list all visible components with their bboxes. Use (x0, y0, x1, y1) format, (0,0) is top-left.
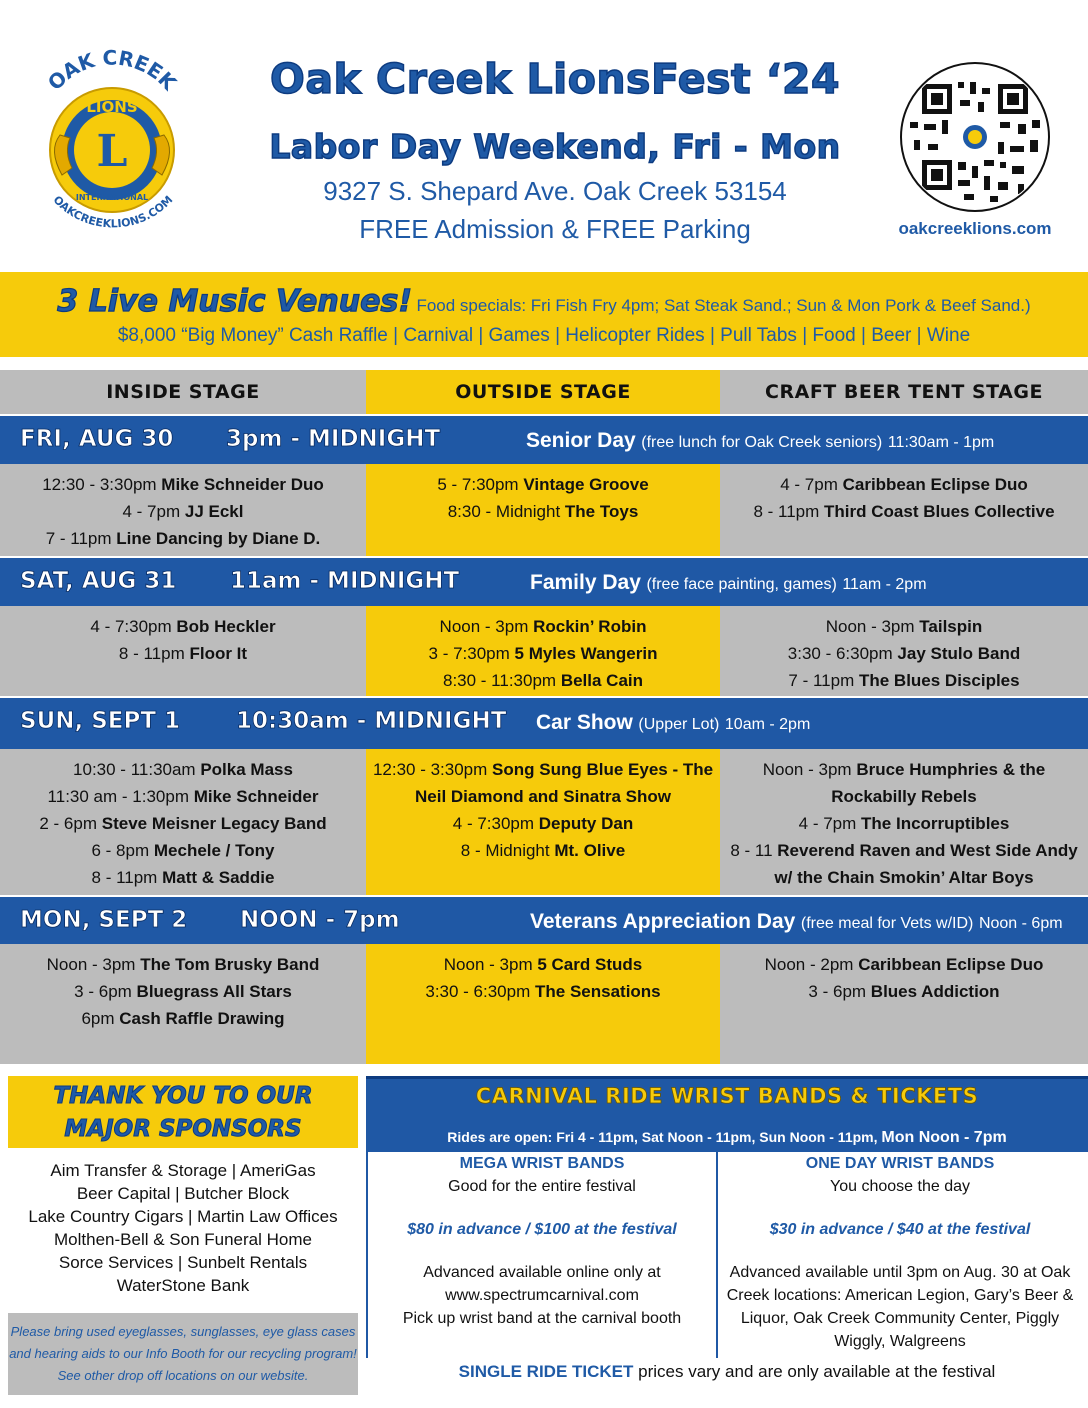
stage-header-outside: OUTSIDE STAGE (366, 370, 720, 414)
slot-act: Caribbean Eclipse Duo (842, 475, 1028, 494)
carnival-hours-prefix: Rides are open: Fri 4 - 11pm, Sat Noon - 11pm, Sun Noon - 11pm, (447, 1129, 878, 1145)
slot-act: Matt & Saddie (162, 868, 275, 887)
mega-band-column (372, 1152, 712, 1330)
slot-act: Steve Meisner Legacy Band (101, 814, 327, 833)
slot-time: 4 - 7:30pm (90, 617, 172, 636)
slot-act: 5 Myles Wangerin (514, 644, 658, 663)
schedule-slot (724, 978, 1084, 1005)
slot-time: 4 - 7pm (122, 502, 181, 521)
schedule-slot (724, 756, 1084, 810)
schedule-slot (4, 640, 362, 667)
sponsor-line: Sorce Services | Sunbelt Rentals (58, 1253, 308, 1272)
divider (716, 1152, 718, 1358)
carnival-section (366, 1076, 1088, 1408)
oneday-band-title: ONE DAY WRIST BANDS (805, 1155, 995, 1172)
slot-act: Line Dancing by Diane D. (116, 529, 321, 548)
oneday-band-column (720, 1152, 1080, 1353)
slot-act: Bruce Humphries & the Rockabilly Rebels (831, 760, 1046, 806)
slot-time: 3 - 6pm (808, 982, 867, 1001)
slot-act: Bella Cain (560, 671, 644, 690)
mega-band-price: $80 in advance / $100 at the festival (407, 1221, 677, 1238)
mega-band-url[interactable]: www.spectrumcarnival.com (445, 1287, 639, 1304)
schedule-cell-craft (720, 464, 1088, 556)
slot-act: Reverend Raven and West Side Andy w/ the Chain Smokin’ Altar Boys (774, 841, 1078, 887)
schedule-slot (4, 978, 362, 1005)
schedule-cell-outside (366, 944, 720, 1064)
day-hours: 10:30am - MIDNIGHT (236, 708, 507, 734)
slot-time: 7 - 11pm (45, 529, 112, 548)
slot-time: Noon - 3pm (46, 955, 136, 974)
schedule-slot (724, 810, 1084, 837)
schedule-slot (370, 810, 716, 837)
carnival-header (366, 1076, 1088, 1152)
recycle-note: Please bring used eyeglasses, sunglasses, eye glass cases and hearing aids to our Info Booth for our recycling program! See other drop off locations on our website. (8, 1313, 358, 1395)
day-event-name: Senior Day (526, 429, 636, 452)
schedule-slot (724, 667, 1084, 694)
schedule-slot (724, 498, 1084, 525)
slot-time: 4 - 7pm (780, 475, 838, 494)
admission-note: FREE Admission & FREE Parking (359, 214, 751, 244)
day-label: SUN, SEPT 1 (20, 708, 181, 734)
schedule-cell-outside (366, 464, 720, 556)
schedule-slot (724, 471, 1084, 498)
schedule-cell-inside (0, 606, 366, 696)
slot-time: Noon - 3pm (443, 955, 533, 974)
qr-code-icon[interactable] (900, 62, 1050, 212)
day-bar (0, 558, 1088, 606)
schedule-slot (4, 471, 362, 498)
day-event-name: Family Day (530, 571, 641, 594)
slot-act: Caribbean Eclipse Duo (858, 955, 1044, 974)
slot-act: JJ Eckl (184, 502, 244, 521)
slot-act: The Toys (564, 502, 639, 521)
schedule-slot (4, 837, 362, 864)
promo-activities: $8,000 “Big Money” Cash Raffle | Carnival | Games | Helicopter Rides | Pull Tabs | Food | Beer | Wine (117, 325, 971, 346)
sponsor-line: WaterStone Bank (116, 1276, 250, 1295)
slot-act: Jay Stulo Band (897, 644, 1021, 663)
schedule-cell-inside (0, 749, 366, 895)
schedule-slot (370, 756, 716, 810)
slot-time: 3 - 7:30pm (428, 644, 510, 663)
slot-act: Blues Addiction (870, 982, 1000, 1001)
schedule-slot (4, 498, 362, 525)
mega-band-advance: Advanced available online only at (423, 1264, 661, 1281)
schedule-slot (4, 951, 362, 978)
schedule-cell-craft (720, 749, 1088, 895)
mega-band-title: MEGA WRIST BANDS (459, 1155, 625, 1172)
page-title: Oak Creek LionsFest ‘24 (269, 55, 841, 103)
slot-act: The Tom Brusky Band (140, 955, 320, 974)
day-hours: NOON - 7pm (240, 907, 400, 933)
header (0, 0, 1088, 272)
promo-line-1 (0, 284, 1088, 319)
schedule-cell-craft (720, 606, 1088, 696)
schedule-slot (370, 640, 716, 667)
single-ride-label: SINGLE RIDE TICKET (458, 1362, 634, 1381)
slot-time: 8 - 11pm (753, 502, 820, 521)
day-event-time: Noon - 6pm (978, 915, 1063, 932)
slot-act: Mike Schneider Duo (161, 475, 324, 494)
sponsor-line: Beer Capital | Butcher Block (76, 1184, 290, 1203)
slot-act: Third Coast Blues Collective (824, 502, 1055, 521)
slot-time: 8 - 11pm (91, 868, 158, 887)
sponsor-heading-line-2: MAJOR SPONSORS (64, 1116, 302, 1142)
slot-act: The Sensations (535, 982, 661, 1001)
sponsor-line: Aim Transfer & Storage | AmeriGas (50, 1161, 316, 1180)
schedule-cell-outside (366, 606, 720, 696)
schedule-slot (724, 640, 1084, 667)
schedule-slot (4, 1005, 362, 1032)
address: 9327 S. Shepard Ave. Oak Creek 53154 (323, 176, 787, 206)
stage-header-craft: CRAFT BEER TENT STAGE (720, 370, 1088, 414)
divider (366, 1152, 368, 1358)
oneday-band-desc: You choose the day (830, 1178, 970, 1195)
oneday-band-advance: Advanced available until 3pm on Aug. 30 at Oak Creek locations: American Legion, Gary’s Beer & Liquor, Oak Creek Community Center, Piggly Wiggly, Walgreens (726, 1264, 1074, 1350)
schedule-slot (4, 613, 362, 640)
schedule-slot (370, 471, 716, 498)
day-bar (0, 416, 1088, 464)
slot-act: Cash Raffle Drawing (119, 1009, 285, 1028)
slot-act: Bluegrass All Stars (136, 982, 292, 1001)
slot-time: 4 - 7:30pm (452, 814, 535, 833)
slot-act: Mike Schneider (193, 787, 319, 806)
logo-bottom-text: OAKCREEKLIONS.COM (50, 193, 176, 231)
slot-time: 8 - Midnight (460, 841, 550, 860)
day-event-time: 11:30am - 1pm (887, 434, 995, 451)
schedule-slot (370, 951, 716, 978)
schedule-slot (370, 667, 716, 694)
sponsor-heading (8, 1076, 358, 1148)
schedule-cell-inside (0, 944, 366, 1064)
slot-act: Mechele / Tony (153, 841, 275, 860)
schedule-slot (724, 837, 1084, 891)
slot-act: Polka Mass (200, 760, 293, 779)
day-hours: 3pm - MIDNIGHT (226, 426, 441, 452)
slot-time: 10:30 - 11:30am (73, 760, 196, 779)
slot-time: 8 - 11pm (118, 644, 185, 663)
slot-time: Noon - 3pm (439, 617, 529, 636)
page-subtitle: Labor Day Weekend, Fri - Mon (269, 127, 841, 166)
slot-time: 8:30 - 11:30pm (442, 671, 557, 690)
website-link[interactable]: oakcreeklions.com (898, 219, 1052, 238)
slot-time: Noon - 3pm (762, 760, 852, 779)
schedule-slot (370, 837, 716, 864)
slot-act: Tailspin (919, 617, 983, 636)
carnival-hours-last: Mon Noon - 7pm (881, 1129, 1007, 1146)
slot-act: Deputy Dan (538, 814, 634, 833)
day-label: MON, SEPT 2 (20, 907, 188, 933)
slot-time: Noon - 2pm (764, 955, 854, 974)
day-event-time: 11am - 2pm (842, 576, 927, 593)
logo-top-text: OAK CREEK (42, 45, 182, 95)
carnival-hours (366, 1129, 1088, 1147)
sponsor-list (0, 1159, 366, 1297)
day-event-name: Car Show (536, 711, 633, 734)
slot-act: The Blues Disciples (858, 671, 1020, 690)
mega-band-desc: Good for the entire festival (448, 1178, 636, 1195)
schedule-slot (370, 613, 716, 640)
slot-time: 8 - 11 (730, 841, 773, 860)
slot-act: Floor It (189, 644, 248, 663)
schedule-slot (370, 498, 716, 525)
day-event-note: (Upper Lot) (638, 716, 720, 733)
sponsor-line: Lake Country Cigars | Martin Law Offices (28, 1207, 338, 1226)
schedule-slot (370, 978, 716, 1005)
schedule-slot (4, 756, 362, 783)
day-event (526, 429, 994, 453)
stage-header-inside: INSIDE STAGE (0, 370, 366, 414)
day-event-time: 10am - 2pm (724, 716, 811, 733)
logo-band-text: INTERNATIONAL (75, 193, 149, 202)
slot-time: 12:30 - 3:30pm (372, 760, 488, 779)
promo-banner (0, 272, 1088, 357)
day-event (530, 910, 1063, 934)
slot-time: 3 - 6pm (74, 982, 132, 1001)
slot-time: 3:30 - 6:30pm (787, 644, 893, 663)
slot-act: Rockin’ Robin (533, 617, 647, 636)
slot-act: Vintage Groove (523, 475, 649, 494)
schedule-slot (4, 525, 362, 552)
slot-act: Mt. Olive (554, 841, 626, 860)
day-bar (0, 897, 1088, 944)
single-ride-text: prices vary and are only available at the festival (638, 1362, 996, 1381)
day-event-note: (free face painting, games) (646, 576, 837, 593)
schedule-cell-inside (0, 464, 366, 556)
slot-time: 6 - 8pm (91, 841, 150, 860)
slot-time: 4 - 7pm (798, 814, 857, 833)
slot-time: 2 - 6pm (39, 814, 98, 833)
promo-food-specials: Food specials: Fri Fish Fry 4pm; Sat Steak Sand.; Sun & Mon Pork & Beef Sand.) (416, 296, 1031, 315)
slot-act: Bob Heckler (176, 617, 276, 636)
logo-ring-text: LIONS (86, 98, 138, 116)
day-event-name: Veterans Appreciation Day (530, 910, 796, 933)
slot-time: 12:30 - 3:30pm (42, 475, 157, 494)
slot-time: 7 - 11pm (788, 671, 855, 690)
day-bar (0, 698, 1088, 749)
logo-center-letter: L (96, 126, 128, 177)
sponsor-line: Molthen-Bell & Son Funeral Home (54, 1230, 312, 1249)
schedule-slot (4, 783, 362, 810)
slot-time: 11:30 am - 1:30pm (47, 787, 189, 806)
day-event-note: (free meal for Vets w/ID) (800, 915, 974, 932)
slot-act: The Incorruptibles (861, 814, 1010, 833)
day-hours: 11am - MIDNIGHT (230, 568, 460, 594)
single-ride-note (366, 1362, 1088, 1382)
day-label: FRI, AUG 30 (20, 426, 174, 452)
schedule-cell-craft (720, 944, 1088, 1064)
schedule-cell-outside (366, 749, 720, 895)
slot-time: 3:30 - 6:30pm (425, 982, 531, 1001)
sponsor-heading-line-1: THANK YOU TO OUR (53, 1083, 313, 1109)
lions-logo (22, 40, 202, 240)
carnival-title: CARNIVAL RIDE WRIST BANDS & TICKETS (475, 1084, 979, 1108)
promo-venues: 3 Live Music Venues! (57, 284, 412, 319)
slot-act: 5 Card Studs (537, 955, 643, 974)
oneday-band-price: $30 in advance / $40 at the festival (769, 1221, 1031, 1238)
day-event-note: (free lunch for Oak Creek seniors) (641, 434, 883, 451)
day-event (536, 711, 810, 735)
slot-time: Noon - 3pm (825, 617, 915, 636)
day-label: SAT, AUG 31 (20, 568, 177, 594)
slot-time: 5 - 7:30pm (437, 475, 519, 494)
slot-act: Song Sung Blue Eyes - The Neil Diamond and Sinatra Show (415, 760, 714, 806)
schedule-slot (724, 951, 1084, 978)
schedule-slot (4, 810, 362, 837)
schedule-slot (724, 613, 1084, 640)
mega-band-pickup: Pick up wrist band at the carnival booth (402, 1310, 682, 1327)
day-event (530, 571, 927, 595)
slot-time: 8:30 - Midnight (447, 502, 561, 521)
schedule-slot (4, 864, 362, 891)
slot-time: 6pm (81, 1009, 115, 1028)
